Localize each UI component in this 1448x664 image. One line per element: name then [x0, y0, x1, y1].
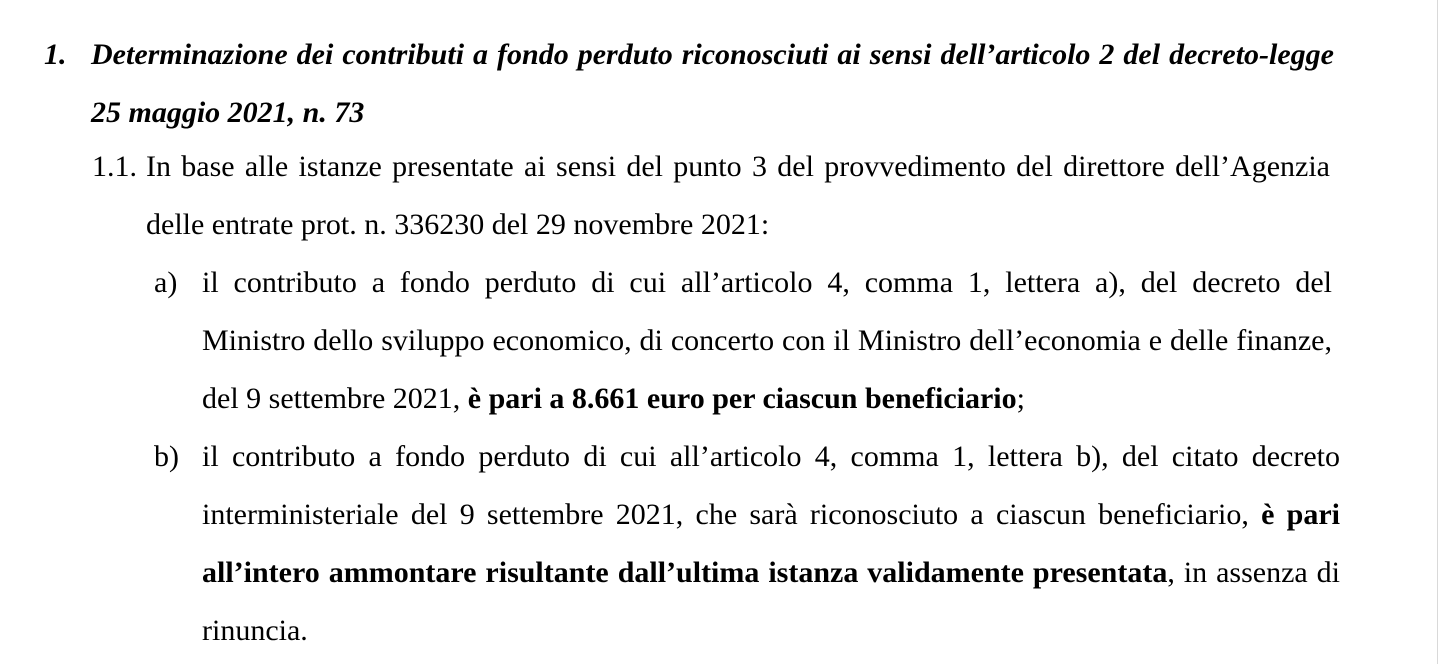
list-item-b-text-before: il contributo a fondo perduto di cui all’articolo 4, comma 1, lettera b), del citato decreto interministeriale del 9 settembre 2021, che sarà riconosciuto a ciascun beneficiario, [202, 440, 1340, 531]
subsection-text: In base alle istanze presentate ai sensi del punto 3 del provvedimento del direttore dell’Agenzia delle entrate prot. n. 336230 del 29 novembre 2021: [146, 150, 1330, 241]
subsection-number: 1.1. [92, 150, 137, 183]
list-item-a-text-after: ; [1016, 382, 1025, 415]
list-item-a-text [202, 254, 1332, 428]
list-item-a-text-before: il contributo a fondo perduto di cui all’articolo 4, comma 1, lettera a), del decreto del Ministro dello sviluppo economico, di concerto con il Ministro dell’economia e delle finanze, del 9 settembre 2021, [202, 266, 1332, 415]
list-item-a-text-bold: è pari a 8.661 euro per ciascun beneficiario [467, 382, 1017, 415]
list-item-b-text-bold: è pari all’intero ammontare risultante dall’ultima istanza validamente presentata [202, 498, 1341, 589]
heading-text: Determinazione dei contributi a fondo perduto riconosciuti ai sensi dell’articolo 2 del decreto-legge 25 maggio 2021, n. 73 [91, 38, 1334, 129]
list-item-b-text [202, 428, 1340, 660]
list-item-b-letter: b) [154, 440, 179, 473]
list-item-b-text-after: , in assenza di rinuncia. [202, 556, 1341, 647]
list-item-a [154, 254, 1332, 428]
heading-number: 1. [44, 38, 67, 71]
list-item-a-letter: a) [154, 266, 178, 299]
list-item-b [154, 428, 1340, 660]
subsection-1-1 [92, 138, 1330, 254]
section-heading [44, 26, 1334, 142]
